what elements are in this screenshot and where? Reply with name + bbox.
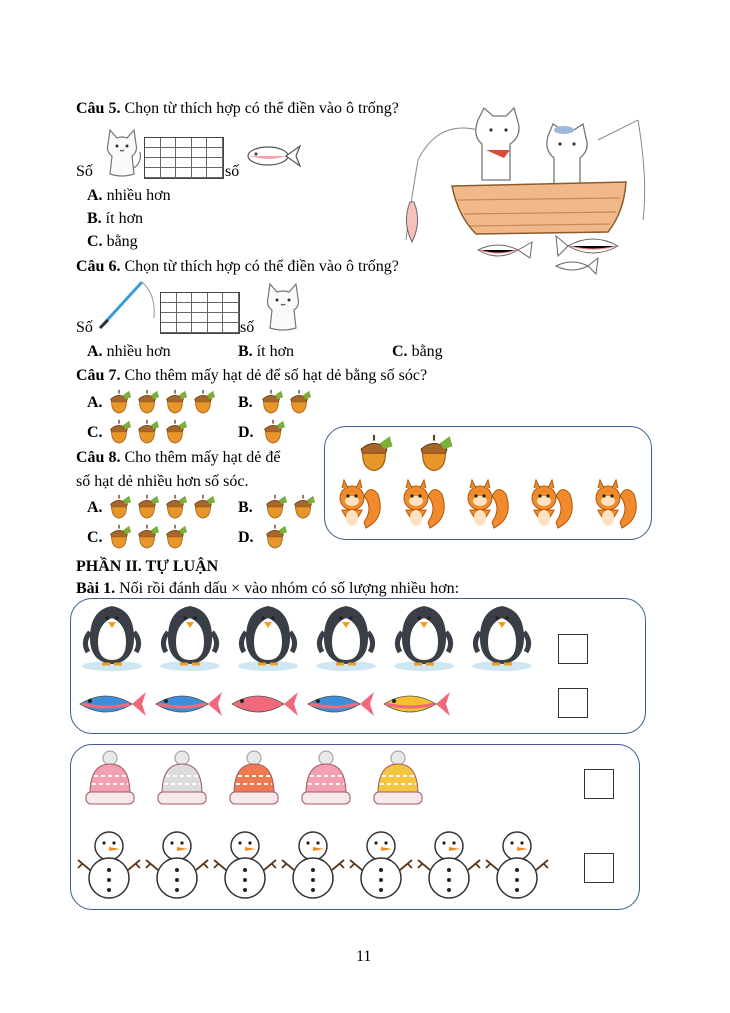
bai1-title: Bài 1. Nối rồi đánh dấu × vào nhóm có số lượng nhiều hơn: — [76, 580, 460, 597]
penguin-checkbox[interactable] — [558, 634, 588, 664]
penguin-icon — [232, 602, 304, 672]
box-acorns — [354, 432, 474, 472]
fish-icon — [76, 680, 148, 728]
cats-fishing-boat-illustration — [398, 100, 658, 280]
snowman-icon — [280, 826, 346, 900]
acorn-icon — [290, 493, 316, 519]
snowman-row — [76, 826, 552, 900]
q7-option-c[interactable]: C. — [87, 424, 103, 441]
acorn-icon — [162, 418, 188, 444]
q8-title-line1: Câu 8. Cho thêm mấy hạt dẻ để — [76, 449, 281, 466]
q6-option-c[interactable]: C. bằng — [392, 343, 443, 360]
q7-option-b-acorns — [258, 388, 314, 414]
q7-title: Câu 7. Cho thêm mấy hạt dẻ để số hạt dẻ bằng số sóc? — [76, 367, 428, 384]
q6-right-word: số — [240, 319, 255, 336]
cat-icon — [260, 276, 306, 332]
q8-option-c[interactable]: C. — [87, 529, 103, 546]
q7-option-b[interactable]: B. — [238, 394, 253, 411]
q5-option-b[interactable]: B. ít hơn — [87, 210, 144, 227]
acorn-icon — [162, 493, 188, 519]
q6-left-word: Số — [76, 319, 93, 336]
q5-left-word: Số — [76, 163, 93, 180]
snowman-icon — [144, 826, 210, 900]
part2-heading: PHẦN II. TỰ LUẬN — [76, 558, 219, 575]
squirrel-icon — [458, 478, 516, 536]
fish-icon — [152, 680, 224, 728]
knit-hat-icon — [152, 750, 212, 810]
acorn-icon — [190, 493, 216, 519]
penguin-icon — [466, 602, 538, 672]
q7-option-c-acorns — [106, 418, 190, 444]
acorn-icon — [414, 432, 454, 472]
q6-answer-grid[interactable] — [160, 292, 240, 334]
acorn-icon — [286, 388, 312, 414]
q7-option-a[interactable]: A. — [87, 394, 103, 411]
acorn-icon — [262, 493, 288, 519]
penguin-icon — [388, 602, 460, 672]
acorn-icon — [262, 523, 288, 549]
hat-row — [80, 750, 440, 810]
squirrel-icon — [522, 478, 580, 536]
q8-title-line2: số hạt dẻ nhiều hơn số sóc. — [76, 473, 249, 490]
q7-option-d[interactable]: D. — [238, 424, 254, 441]
fish-icon — [304, 680, 376, 728]
squirrel-icon — [394, 478, 452, 536]
fish-row — [76, 680, 456, 728]
fishing-rod-icon — [96, 278, 160, 332]
q8-option-a-acorns — [106, 493, 218, 519]
snowman-icon — [484, 826, 550, 900]
acorn-icon — [260, 418, 286, 444]
squirrel-icon — [330, 478, 388, 536]
q8-option-b[interactable]: B. — [238, 499, 253, 516]
q7-option-a-acorns — [106, 388, 218, 414]
q8-option-d-acorns — [262, 523, 290, 549]
acorn-icon — [134, 388, 160, 414]
acorn-icon — [354, 432, 394, 472]
acorn-icon — [190, 388, 216, 414]
penguin-row — [76, 602, 544, 672]
knit-hat-icon — [224, 750, 284, 810]
snowman-checkbox[interactable] — [584, 853, 614, 883]
q6-title: Câu 6. Chọn từ thích hợp có thể điền vào ô trống? — [76, 258, 399, 275]
knit-hat-icon — [368, 750, 428, 810]
acorn-icon — [162, 523, 188, 549]
q8-option-c-acorns — [106, 523, 190, 549]
fish-icon — [228, 680, 300, 728]
q6-option-b[interactable]: B. ít hơn — [238, 343, 295, 360]
acorn-icon — [106, 493, 132, 519]
snowman-icon — [212, 826, 278, 900]
snowman-icon — [348, 826, 414, 900]
knit-hat-icon — [80, 750, 140, 810]
cat-icon — [100, 122, 144, 178]
acorn-icon — [134, 418, 160, 444]
penguin-icon — [76, 602, 148, 672]
q7-option-d-acorns — [260, 418, 288, 444]
acorn-icon — [106, 388, 132, 414]
penguin-icon — [310, 602, 382, 672]
q8-option-d[interactable]: D. — [238, 529, 254, 546]
knit-hat-icon — [296, 750, 356, 810]
acorn-icon — [162, 388, 188, 414]
page-number: 11 — [356, 948, 372, 965]
acorn-icon — [134, 523, 160, 549]
snowman-icon — [76, 826, 142, 900]
fish-icon — [246, 142, 302, 170]
q8-option-a[interactable]: A. — [87, 499, 103, 516]
q8-option-b-acorns — [262, 493, 318, 519]
acorn-icon — [258, 388, 284, 414]
hat-checkbox[interactable] — [584, 769, 614, 799]
q5-answer-grid[interactable] — [144, 137, 224, 179]
q6-option-a[interactable]: A. nhiều hơn — [87, 343, 171, 360]
snowman-icon — [416, 826, 482, 900]
acorn-icon — [106, 418, 132, 444]
acorn-icon — [106, 523, 132, 549]
squirrel-icon — [586, 478, 644, 536]
fish-checkbox[interactable] — [558, 688, 588, 718]
q5-option-a[interactable]: A. nhiều hơn — [87, 187, 171, 204]
box-squirrels — [330, 478, 650, 536]
q5-option-c[interactable]: C. bằng — [87, 233, 138, 250]
acorn-icon — [134, 493, 160, 519]
penguin-icon — [154, 602, 226, 672]
fish-icon — [380, 680, 452, 728]
q5-title: Câu 5. Chọn từ thích hợp có thể điền vào ô trống? — [76, 100, 399, 117]
q5-right-word: số — [225, 163, 240, 180]
